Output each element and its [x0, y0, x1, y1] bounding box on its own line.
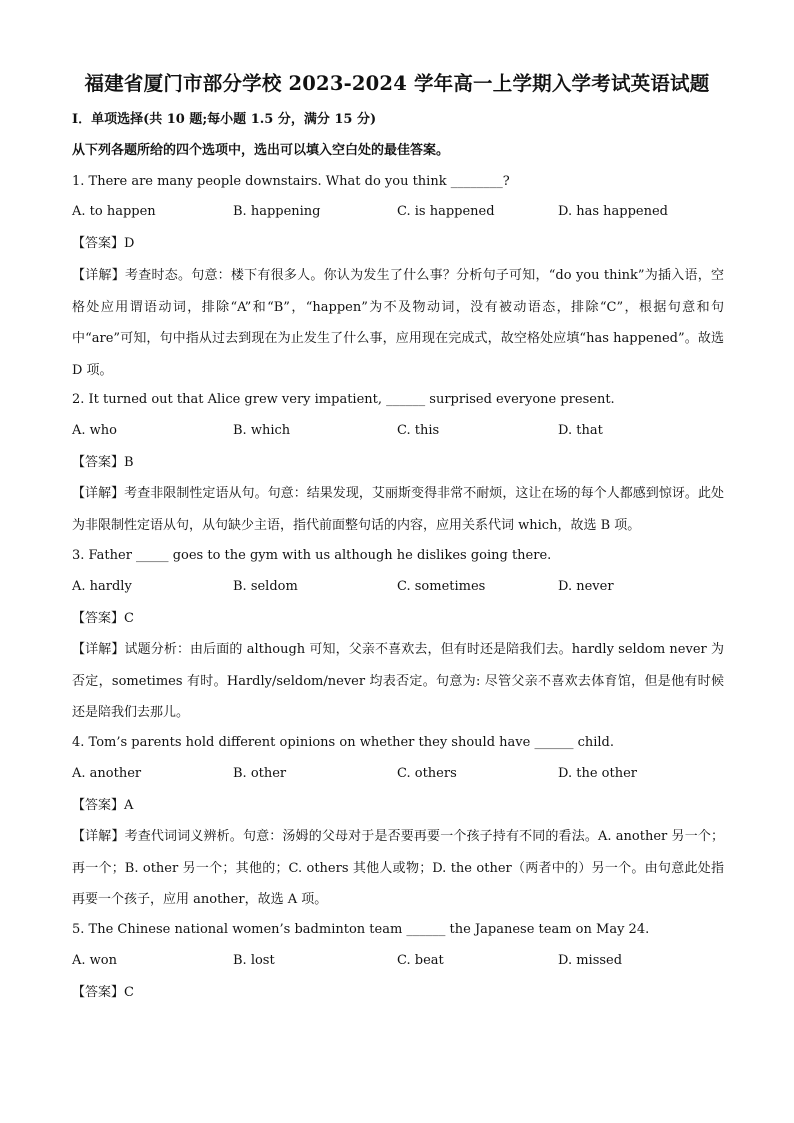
- options-row: [72, 766, 732, 784]
- option-d: D. the other: [558, 766, 637, 781]
- answer-line: 【答案】D: [72, 236, 135, 251]
- option-c: C. this: [397, 423, 440, 438]
- option-d: D. that: [558, 423, 603, 438]
- option-c: C. beat: [397, 953, 444, 968]
- section-heading: I．单项选择(共 10 题;每小题 1.5 分，满分 15 分): [72, 112, 377, 127]
- option-a: A. another: [72, 766, 142, 781]
- answer-line: 【答案】A: [72, 798, 134, 813]
- option-b: B. other: [233, 766, 287, 781]
- option-b: B. which: [233, 423, 291, 438]
- question-stem: 5. The Chinese national women’s badminton team ______ the Japanese team on May 24.: [72, 922, 650, 937]
- question-stem: 1. There are many people downstairs. What do you think ________?: [72, 174, 510, 189]
- explanation-text: 【详解】考查非限制性定语从句。句意：结果发现，艾丽斯变得非常不耐烦，这让在场的每个人都感到惊讶。此处为非限制性定语从句，从句缺少主语，指代前面整句话的内容，应用关系代词 which，故选 B 项。: [72, 486, 724, 533]
- option-b: B. lost: [233, 953, 275, 968]
- option-d: D. missed: [558, 953, 623, 968]
- option-c: C. others: [397, 766, 457, 781]
- options-row: [72, 204, 732, 222]
- option-a: A. hardly: [72, 579, 132, 594]
- option-a: A. won: [72, 953, 117, 968]
- explanation-text: 【详解】考查代词词义辨析。句意：汤姆的父母对于是否要再要一个孩子持有不同的看法。A. another 另一个；再一个；B. other 另一个；其他的；C. others 其他人或物；D. the other（两者中的）另一个。由句意此处指再要一个孩子，应用 another，故选 A 项。: [72, 829, 724, 907]
- explanation-text: 【详解】考查时态。句意：楼下有很多人。你认为发生了什么事？分析句子可知，“do you think”为插入语，空格处应用谓语动词，排除“A”和“B”，“happen”为不及物动词，没有被动语态，排除“C”，根据句意和句中“are”可知，句中指从过去到现在为止发生了什么事，应用现在完成式，故空格处应填“has happened”。故选 D 项。: [72, 268, 724, 378]
- option-d: D. never: [558, 579, 614, 594]
- option-c: C. sometimes: [397, 579, 486, 594]
- options-row: [72, 423, 732, 441]
- question-stem: 4. Tom’s parents hold different opinions on whether they should have ______ child.: [72, 735, 614, 750]
- document-title: 福建省厦门市部分学校 2023-2024 学年高一上学期入学考试英语试题: [84, 72, 710, 95]
- option-b: B. seldom: [233, 579, 298, 594]
- question-stem: 3. Father _____ goes to the gym with us although he dislikes going there.: [72, 548, 552, 563]
- option-a: A. to happen: [72, 204, 156, 219]
- option-b: B. happening: [233, 204, 321, 219]
- option-c: C. is happened: [397, 204, 495, 219]
- question-stem: 2. It turned out that Alice grew very impatient, ______ surprised everyone present.: [72, 392, 615, 407]
- options-row: [72, 579, 732, 597]
- answer-line: 【答案】B: [72, 455, 134, 470]
- instruction-text: 从下列各题所给的四个选项中，选出可以填入空白处的最佳答案。: [72, 143, 450, 158]
- option-a: A. who: [72, 423, 117, 438]
- explanation-text: 【详解】试题分析：由后面的 although 可知，父亲不喜欢去，但有时还是陪我们去。hardly seldom never 为否定，sometimes 有时。Hardly/seldom/never 均表否定。句意为: 尽管父亲不喜欢去体育馆，但是他有时候还是陪我们去那儿。: [72, 642, 724, 720]
- answer-line: 【答案】C: [72, 611, 134, 626]
- option-d: D. has happened: [558, 204, 668, 219]
- options-row: [72, 953, 732, 971]
- answer-line: 【答案】C: [72, 985, 134, 1000]
